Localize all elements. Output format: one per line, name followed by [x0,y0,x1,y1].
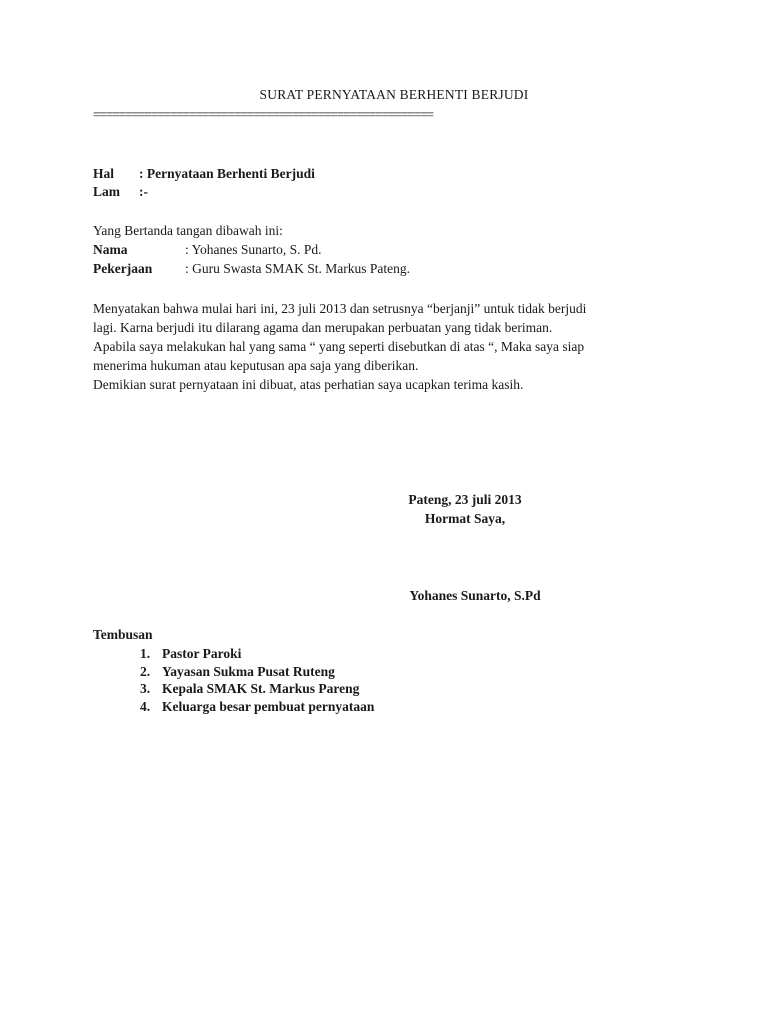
body-line: lagi. Karna berjudi itu dilarang agama dan merupakan perbuatan yang tidak beriman. [93,320,553,335]
list-item-text: Pastor Paroki [162,646,242,661]
signature-name: Yohanes Sunarto, S.Pd [409,588,541,603]
list-item-number: 4. [140,698,151,714]
meta-label: Hal [93,166,115,181]
body-line: Demikian surat pernyataan ini dibuat, atas perhatian saya ucapkan terima kasih. [93,377,524,392]
identity-label: Nama [93,242,128,257]
list-item [140,645,374,663]
list-item-number: 3. [140,681,151,696]
list-item-number: 2. [140,663,151,679]
intro-text: Yang Bertanda tangan dibawah ini: [93,223,283,238]
title-underline-rule: ===================================================== [93,107,433,122]
identity-row-nama [93,242,322,258]
list-item [140,680,374,698]
identity-value: : Yohanes Sunarto, S. Pd. [185,242,322,257]
signature-closing: Hormat Saya, [424,511,506,526]
meta-label: Lam [93,184,120,199]
list-item-text: Keluarga besar pembuat pernyataan [162,698,375,714]
body-line: Menyatakan bahwa mulai hari ini, 23 juli 2013 dan setrusnya “berjanji” untuk tidak berjudi [93,301,587,316]
meta-row-hal [93,166,315,182]
meta-value: :- [139,184,148,199]
identity-value: : Guru Swasta SMAK St. Markus Pateng. [185,261,410,276]
meta-row-lam [93,184,148,200]
tembusan-list [140,645,374,715]
body-line: menerima hukuman atau keputusan apa saja yang diberikan. [93,358,419,373]
list-item [140,663,374,681]
body-line: Apabila saya melakukan hal yang sama “ yang seperti disebutkan di atas “, Maka saya siap [93,339,585,354]
document-title: SURAT PERNYATAAN BERHENTI BERJUDI [259,87,529,102]
identity-row-pekerjaan [93,261,410,277]
list-item-text: Yayasan Sukma Pusat Ruteng [162,663,335,679]
identity-label: Pekerjaan [93,261,153,276]
list-item-text: Kepala SMAK St. Markus Pareng [162,681,360,696]
statement-body [93,299,693,394]
list-item [140,698,374,716]
signature-place-date: Pateng, 23 juli 2013 [408,492,522,507]
tembusan-heading: Tembusan [93,627,153,642]
meta-value: : Pernyataan Berhenti Berjudi [139,166,315,181]
list-item-number: 1. [140,646,151,661]
